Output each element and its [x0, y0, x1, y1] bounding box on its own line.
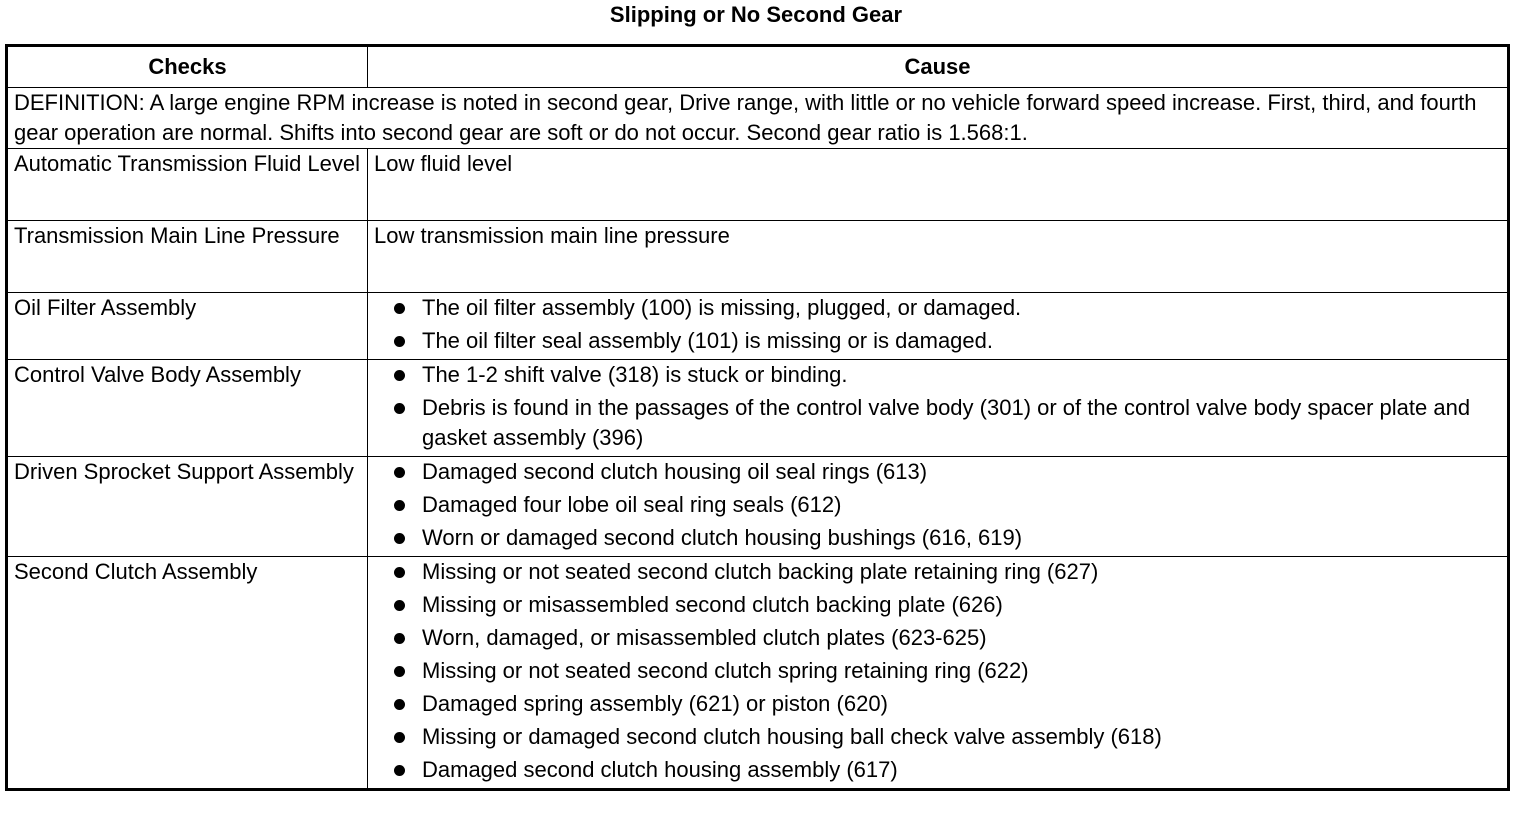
cause-list — [374, 557, 1501, 785]
cause-cell — [368, 293, 1509, 360]
table-row — [7, 149, 1509, 221]
check-cell: Automatic Transmission Fluid Level — [7, 149, 368, 221]
definition-row — [7, 88, 1509, 149]
bullet-icon — [394, 336, 405, 347]
cause-text: Missing or damaged second clutch housing ball check valve assembly (618) — [422, 724, 1162, 749]
bullet-icon — [394, 666, 405, 677]
cause-text: Damaged second clutch housing oil seal rings (613) — [422, 459, 928, 484]
list-item — [422, 457, 1501, 487]
list-item — [422, 689, 1501, 719]
bullet-icon — [394, 699, 405, 710]
bullet-icon — [394, 467, 405, 478]
list-item — [422, 490, 1501, 520]
bullet-icon — [394, 533, 405, 544]
list-item — [422, 293, 1501, 323]
bullet-icon — [394, 732, 405, 743]
bullet-icon — [394, 500, 405, 511]
cause-text: Damaged second clutch housing assembly (617) — [422, 757, 898, 782]
definition-text: DEFINITION: A large engine RPM increase is noted in second gear, Drive range, with little or no vehicle forward speed increase. First, third, and fourth gear operation are normal. Shifts into second gear are soft or do not occur. Second gear ratio is 1.568:1. — [7, 88, 1509, 149]
cause-text: Damaged spring assembly (621) or piston (620) — [422, 691, 888, 716]
check-cell: Driven Sprocket Support Assembly — [7, 457, 368, 557]
bullet-icon — [394, 567, 405, 578]
cause-text: The 1-2 shift valve (318) is stuck or binding. — [422, 362, 848, 387]
table-row — [7, 457, 1509, 557]
list-item — [422, 523, 1501, 553]
bullet-icon — [394, 600, 405, 611]
cause-text: The oil filter seal assembly (101) is missing or is damaged. — [422, 328, 994, 353]
cause-text: Missing or not seated second clutch spring retaining ring (622) — [422, 658, 1029, 683]
cause-cell — [368, 457, 1509, 557]
table-row — [7, 293, 1509, 360]
checks-header: Checks — [7, 46, 368, 88]
cause-header: Cause — [368, 46, 1509, 88]
cause-cell — [368, 360, 1509, 457]
list-item — [422, 755, 1501, 785]
diagnostic-table — [5, 44, 1510, 791]
list-item — [422, 590, 1501, 620]
cause-list — [374, 457, 1501, 553]
bullet-icon — [394, 370, 405, 381]
cause-text: Worn or damaged second clutch housing bushings (616, 619) — [422, 525, 1023, 550]
bullet-icon — [394, 765, 405, 776]
bullet-icon — [394, 403, 405, 414]
cause-cell: Low fluid level — [368, 149, 1509, 221]
list-item — [422, 326, 1501, 356]
list-item — [422, 557, 1501, 587]
cause-list — [374, 360, 1501, 453]
cause-text: Debris is found in the passages of the control valve body (301) or of the control valve body spacer plate and gasket assembly (396) — [422, 395, 1471, 450]
check-cell: Control Valve Body Assembly — [7, 360, 368, 457]
table-row — [7, 221, 1509, 293]
list-item — [422, 393, 1501, 453]
cause-cell — [368, 557, 1509, 790]
cause-text: The oil filter assembly (100) is missing, plugged, or damaged. — [422, 295, 1022, 320]
check-cell: Transmission Main Line Pressure — [7, 221, 368, 293]
page-title: Slipping or No Second Gear — [609, 2, 903, 27]
cause-text: Damaged four lobe oil seal ring seals (612) — [422, 492, 842, 517]
table-row — [7, 360, 1509, 457]
list-item — [422, 722, 1501, 752]
check-cell: Oil Filter Assembly — [7, 293, 368, 360]
list-item — [422, 623, 1501, 653]
bullet-icon — [394, 303, 405, 314]
header-row — [7, 46, 1509, 88]
cause-text: Worn, damaged, or misassembled clutch plates (623-625) — [422, 625, 987, 650]
check-cell: Second Clutch Assembly — [7, 557, 368, 790]
cause-list — [374, 293, 1501, 356]
table-row — [7, 557, 1509, 790]
list-item — [422, 360, 1501, 390]
bullet-icon — [394, 633, 405, 644]
cause-text: Missing or not seated second clutch backing plate retaining ring (627) — [422, 559, 1099, 584]
cause-cell: Low transmission main line pressure — [368, 221, 1509, 293]
list-item — [422, 656, 1501, 686]
cause-text: Missing or misassembled second clutch backing plate (626) — [422, 592, 1003, 617]
